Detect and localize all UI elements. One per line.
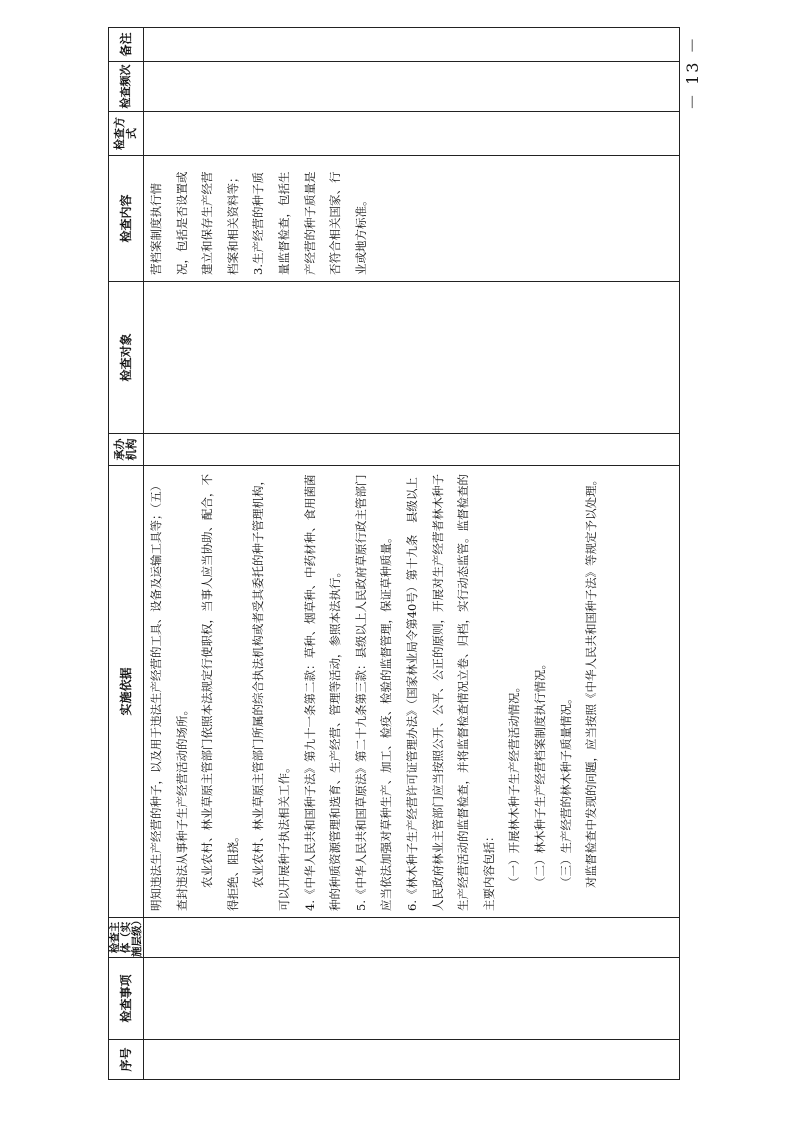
header-method: 检查方式 (109, 112, 144, 156)
basis-paragraph: 4.《中华人民共和国种子法》第九十一条第二款：草种、烟草种、中药材种、食用菌菌种的种质资源管理和选育、生产经营、管理等活动，参照本法执行。 (302, 474, 343, 911)
cell-method (144, 112, 680, 156)
header-row (109, 28, 144, 1080)
basis-paragraph: （一）开展林木种子生产经营活动情况。 (507, 681, 522, 888)
cell-no (144, 1040, 680, 1080)
header-frequency: 检查频次 (109, 62, 144, 112)
content-text (144, 156, 374, 281)
content-paragraph: 3.生产经营的种子质量监督检查，包括生产经营的种子质量是否符合相关国家、行业或地方标准。 (251, 171, 368, 275)
header-subject: 检查主体（实施层级） (108, 915, 143, 957)
basis-paragraph: 6.《林木种子生产经营许可证管理办法》（国家林业局令第40号）第十九条 县级以上人民政府林业主管部门应当按照公开、公平、公正的原则，开展对生产经营者林木种子生产经营活动的监督检查，并将监督检查情况立卷、归档，实行动态监管。监督检查的主要内容包括： (404, 474, 496, 911)
content-paragraph: 营档案制度执行情况，包括是否设置或建立和保存生产经营档案和相关资料等； (149, 171, 240, 275)
basis-paragraph: （二）林木种子生产经营档案制度执行情况。 (532, 658, 547, 888)
cell-target (144, 282, 680, 434)
cell-basis (144, 466, 680, 918)
inspection-table (108, 27, 680, 1080)
basis-paragraph: 对监督检查中发现的问题，应当按照《中华人民共和国种子法》等规定予以处理。 (584, 474, 599, 888)
basis-paragraph: 农业农村、林业草原主管部门依照本法规定行使职权，当事人应当协助、配合，不得拒绝、阻挠。 (200, 474, 240, 911)
header-content: 检查内容 (109, 156, 144, 282)
basis-paragraph: 明知违法生产经营的种子，以及用于违法生产经营的工具、设备及运输工具等；（五）查封违法从事种子生产经营活动的场所。 (149, 479, 189, 911)
basis-paragraph: 5.《中华人民共和国草原法》第二十九条第三款：县级以上人民政府草原行政主管部门应当依法加强对草种生产、加工、检疫、检验的监督管理，保证草种质量。 (353, 474, 394, 911)
cell-agency (144, 434, 680, 466)
header-target: 检查对象 (109, 282, 144, 434)
table-row (144, 28, 680, 1080)
cell-frequency (144, 62, 680, 112)
cell-remarks (144, 28, 680, 62)
header-remarks: 备注 (109, 28, 144, 62)
header-no: 序号 (109, 1040, 144, 1080)
header-agency: 承办机构 (109, 434, 144, 466)
cell-content (144, 156, 680, 282)
basis-paragraph: 农业农村、林业草原主管部门所属的综合执法机构或者受其委托的种子管理机构，可以开展种子执法相关工作。 (251, 474, 291, 911)
basis-paragraph: （三）生产经营的林木种子质量情况。 (558, 692, 573, 888)
header-item: 检查事项 (109, 958, 144, 1040)
header-basis: 实施依据 (109, 466, 144, 918)
page-number: － 13 － (683, 35, 702, 110)
basis-text (144, 466, 605, 917)
cell-subject (144, 918, 680, 958)
cell-item (144, 958, 680, 1040)
